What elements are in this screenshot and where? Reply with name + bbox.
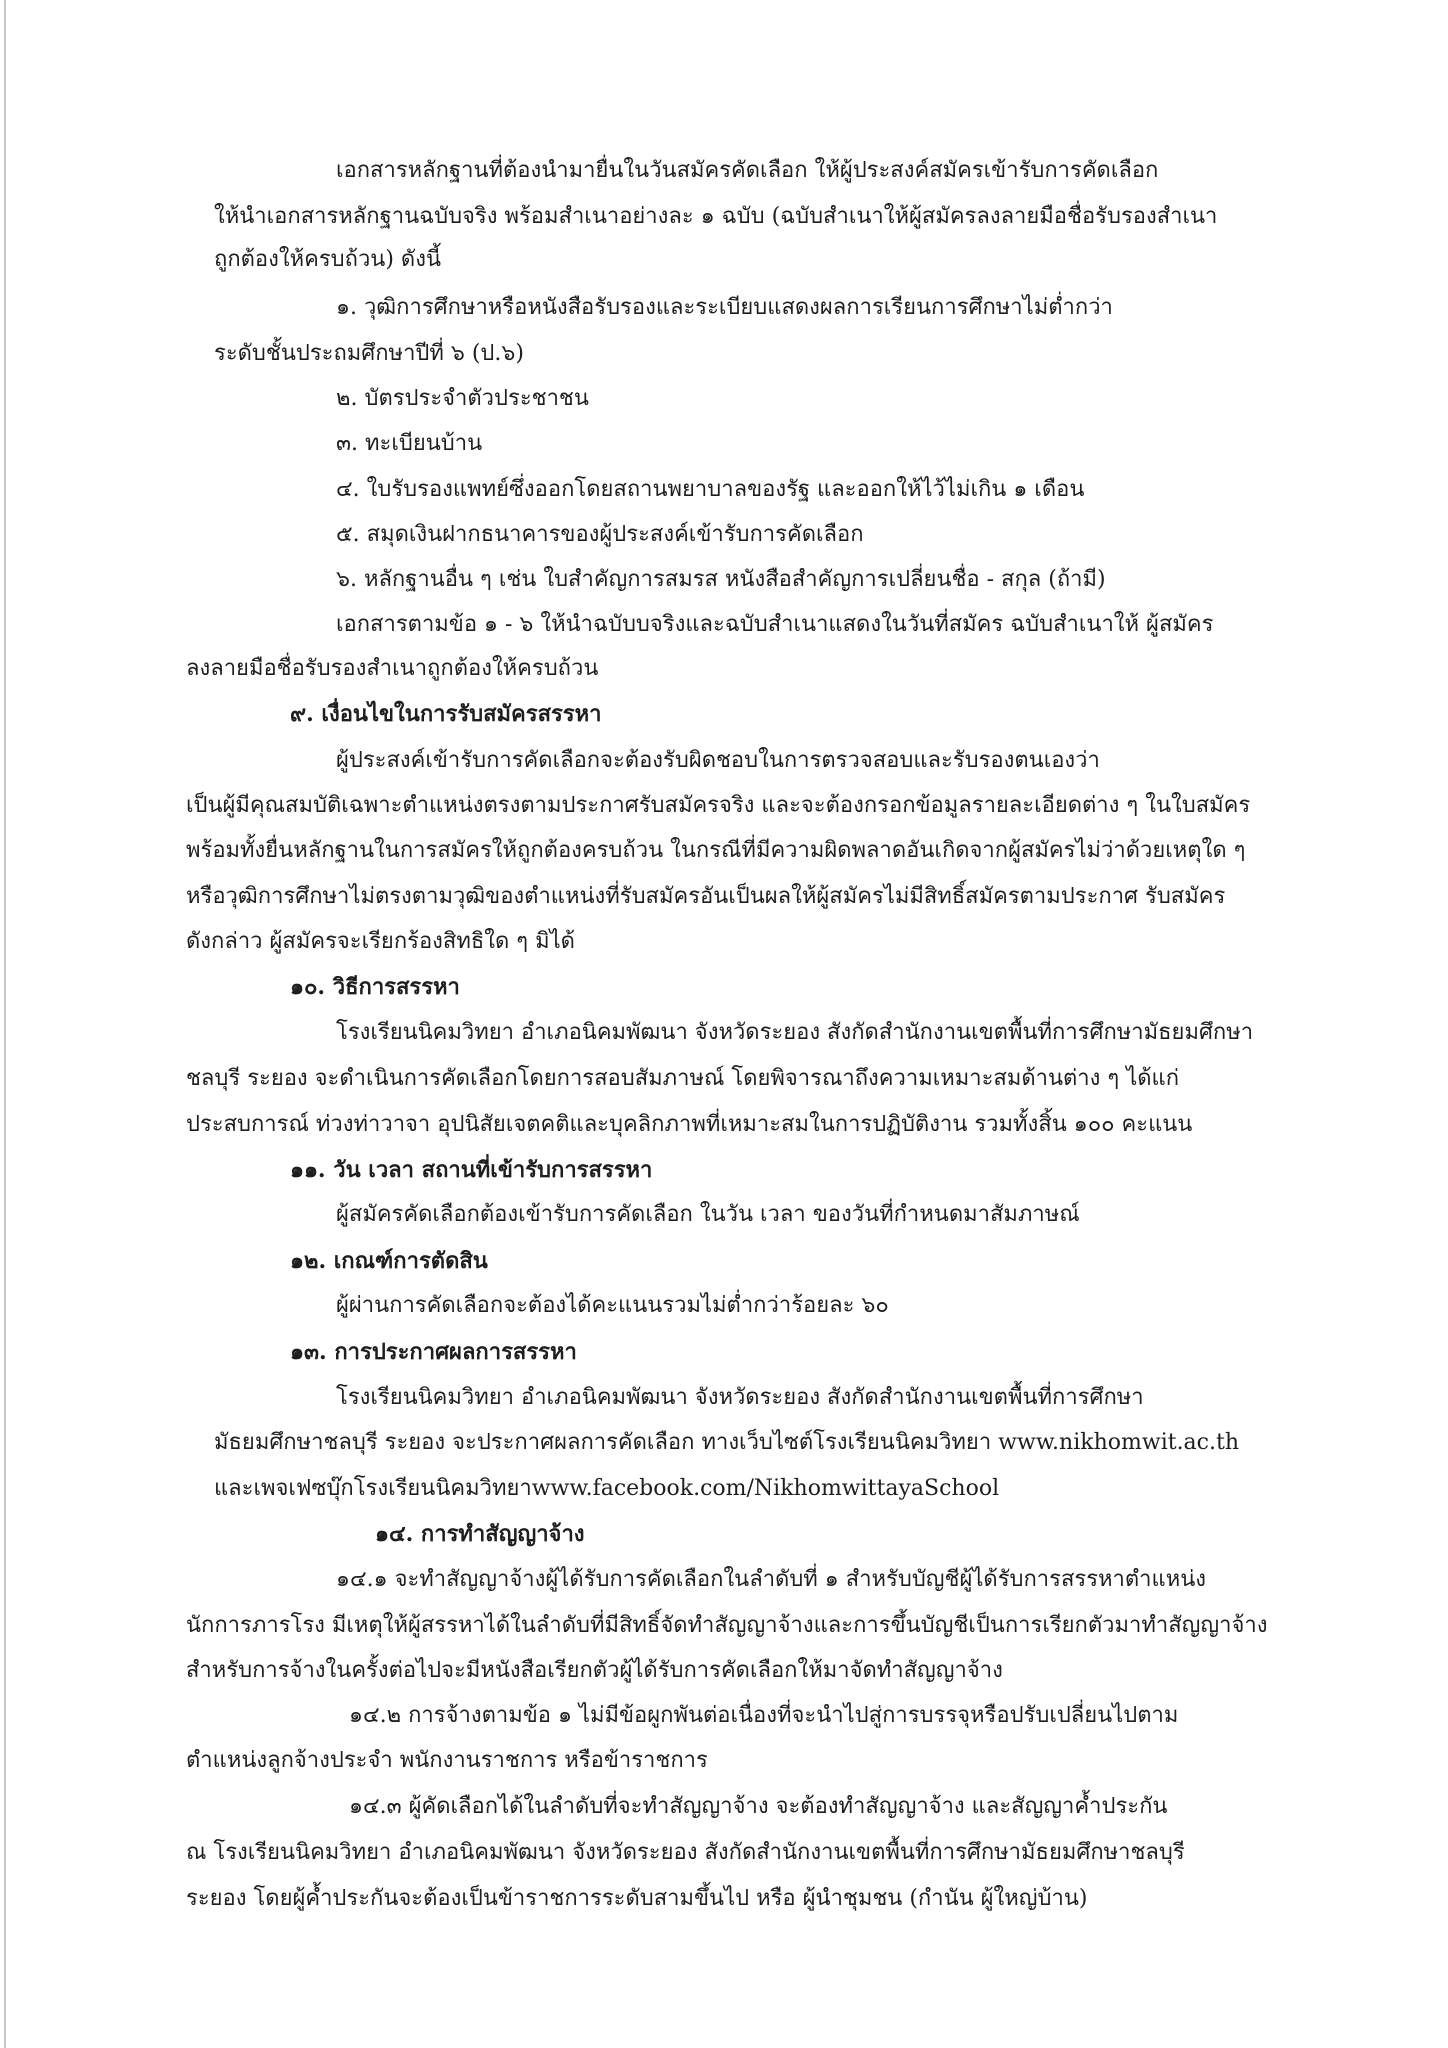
section-10-heading: ๑๐. วิธีการสรรหา: [290, 974, 460, 1000]
section-10-line-2: ชลบุรี ระยอง จะดำเนินการคัดเลือกโดยการสอบสัมภาษณ์ โดยพิจารณาถึงความเหมาะสมด้านต่าง ๆ ได้แก่: [186, 1066, 1180, 1091]
intro-line-3: ถูกต้องให้ครบถ้วน) ดังนี้: [214, 247, 441, 272]
section-9-line-4: หรือวุฒิการศึกษาไม่ตรงตามวุฒิของตำแหน่งที่รับสมัครอันเป็นผลให้ผู้สมัครไม่มีสิทธิ์สมัครตามประกาศ รับสมัคร: [186, 884, 1226, 909]
section-12-heading: ๑๒. เกณฑ์การตัดสิน: [290, 1248, 488, 1274]
doc-item-1: ๑. วุฒิการศึกษาหรือหนังสือรับรองและระเบียบแสดงผลการเรียนการศึกษาไม่ต่ำกว่า: [336, 295, 1113, 320]
intro-line-2: ให้นำเอกสารหลักฐานฉบับจริง พร้อมสำเนาอย่างละ ๑ ฉบับ (ฉบับสำเนาให้ผู้สมัครลงลายมือชื่อรับรองสำเนา: [214, 204, 1218, 229]
doc-note-line-2: ลงลายมือชื่อรับรองสำเนาถูกต้องให้ครบถ้วน: [186, 656, 599, 681]
section-14-1-line-2: นักการภารโรง มีเหตุให้ผู้สรรหาได้ในลำดับที่มีสิทธิ์จัดทำสัญญาจ้างและการขึ้นบัญชีเป็นการเรียกตัวมาทำสัญญาจ้าง: [186, 1613, 1268, 1638]
section-10-line-1: โรงเรียนนิคมวิทยา อำเภอนิคมพัฒนา จังหวัดระยอง สังกัดสำนักงานเขตพื้นที่การศึกษามัธยมศึกษา: [336, 1020, 1254, 1045]
doc-item-1-cont: ระดับชั้นประถมศึกษาปีที่ ๖ (ป.๖): [214, 341, 524, 366]
section-13-line-2: มัธยมศึกษาชลบุรี ระยอง จะประกาศผลการคัดเลือก ทางเว็บไซต์โรงเรียนนิคมวิทยา www.nikhomwit.ac.th: [214, 1430, 1239, 1455]
section-14-1-line-1: ๑๔.๑ จะทำสัญญาจ้างผู้ได้รับการคัดเลือกในลำดับที่ ๑ สำหรับบัญชีผู้ได้รับการสรรหาตำแหน่ง: [336, 1567, 1206, 1592]
section-9-line-1: ผู้ประสงค์เข้ารับการคัดเลือกจะต้องรับผิดชอบในการตรวจสอบและรับรองตนเองว่า: [336, 748, 1100, 773]
section-9-heading: ๙. เงื่อนไขในการรับสมัครสรรหา: [290, 701, 602, 727]
section-11-heading: ๑๑. วัน เวลา สถานที่เข้ารับการสรรหา: [290, 1157, 653, 1183]
doc-item-6: ๖. หลักฐานอื่น ๆ เช่น ใบสำคัญการสมรส หนังสือสำคัญการเปลี่ยนชื่อ - สกุล (ถ้ามี): [336, 567, 1106, 592]
section-13-heading: ๑๓. การประกาศผลการสรรหา: [290, 1339, 577, 1365]
section-9-line-3: พร้อมทั้งยื่นหลักฐานในการสมัครให้ถูกต้องครบถ้วน ในกรณีที่มีความผิดพลาดอันเกิดจากผู้สมัครไม่ว่าด้วยเหตุใด ๆ: [186, 838, 1246, 863]
section-14-heading: ๑๔. การทำสัญญาจ้าง: [375, 1521, 585, 1547]
doc-item-2: ๒. บัตรประจำตัวประชาชน: [336, 386, 589, 411]
doc-item-5: ๕. สมุดเงินฝากธนาคารของผู้ประสงค์เข้ารับการคัดเลือก: [336, 522, 864, 547]
doc-note-line-1: เอกสารตามข้อ ๑ - ๖ ให้นำฉบับบจริงและฉบับสำเนาแสดงในวันที่สมัคร ฉบับสำเนาให้ ผู้สมัคร: [336, 612, 1214, 637]
section-14-3-line-1: ๑๔.๓ ผู้คัดเลือกได้ในลำดับที่จะทำสัญญาจ้าง จะต้องทำสัญญาจ้าง และสัญญาค้ำประกัน: [349, 1794, 1168, 1819]
section-14-1-line-3: สำหรับการจ้างในครั้งต่อไปจะมีหนังสือเรียกตัวผู้ได้รับการคัดเลือกให้มาจัดทำสัญญาจ้าง: [186, 1658, 1003, 1683]
section-13-line-3: และเพจเฟซบุ๊กโรงเรียนนิคมวิทยาwww.facebook.com/NikhomwittayaSchool: [214, 1476, 1000, 1501]
section-14-2-line-1: ๑๔.๒ การจ้างตามข้อ ๑ ไม่มีข้อผูกพันต่อเนื่องที่จะนำไปสู่การบรรจุหรือปรับเปลี่ยนไปตาม: [349, 1703, 1179, 1728]
section-11-line-1: ผู้สมัครคัดเลือกต้องเข้ารับการคัดเลือก ในวัน เวลา ของวันที่กำหนดมาสัมภาษณ์: [336, 1202, 1080, 1227]
section-10-line-3: ประสบการณ์ ท่วงท่าวาจา อุปนิสัยเจตคติและบุคลิกภาพที่เหมาะสมในการปฏิบัติงาน รวมทั้งสิ้น ๑๐๐ คะแนน: [186, 1112, 1193, 1137]
section-14-3-line-2: ณ โรงเรียนนิคมวิทยา อำเภอนิคมพัฒนา จังหวัดระยอง สังกัดสำนักงานเขตพื้นที่การศึกษามัธยมศึกษาชลบุรี: [186, 1840, 1185, 1865]
doc-item-4: ๔. ใบรับรองแพทย์ซึ่งออกโดยสถานพยาบาลของรัฐ และออกให้ไว้ไม่เกิน ๑ เดือน: [336, 477, 1085, 502]
section-9-line-2: เป็นผู้มีคุณสมบัติเฉพาะตำแหน่งตรงตามประกาศรับสมัครจริง และจะต้องกรอกข้อมูลรายละเอียดต่าง ๆ ในใบสมัคร: [186, 793, 1251, 818]
section-14-3-line-3: ระยอง โดยผู้ค้ำประกันจะต้องเป็นข้าราชการระดับสามขึ้นไป หรือ ผู้นำชุมชน (กำนัน ผู้ใหญ่บ้าน): [186, 1886, 1088, 1911]
intro-line-1: เอกสารหลักฐานที่ต้องนำมายื่นในวันสมัครคัดเลือก ให้ผู้ประสงค์สมัครเข้ารับการคัดเลือก: [336, 158, 1159, 183]
section-14-2-line-2: ตำแหน่งลูกจ้างประจำ พนักงานราชการ หรือข้าราชการ: [186, 1748, 708, 1773]
doc-item-3: ๓. ทะเบียนบ้าน: [336, 431, 483, 456]
section-12-line-1: ผู้ผ่านการคัดเลือกจะต้องได้คะแนนรวมไม่ต่ำกว่าร้อยละ ๖๐: [336, 1293, 889, 1318]
section-9-line-5: ดังกล่าว ผู้สมัครจะเรียกร้องสิทธิใด ๆ มิได้: [186, 929, 575, 954]
scan-left-edge: [4, 0, 6, 2048]
section-13-line-1: โรงเรียนนิคมวิทยา อำเภอนิคมพัฒนา จังหวัดระยอง สังกัดสำนักงานเขตพื้นที่การศึกษา: [336, 1385, 1144, 1410]
